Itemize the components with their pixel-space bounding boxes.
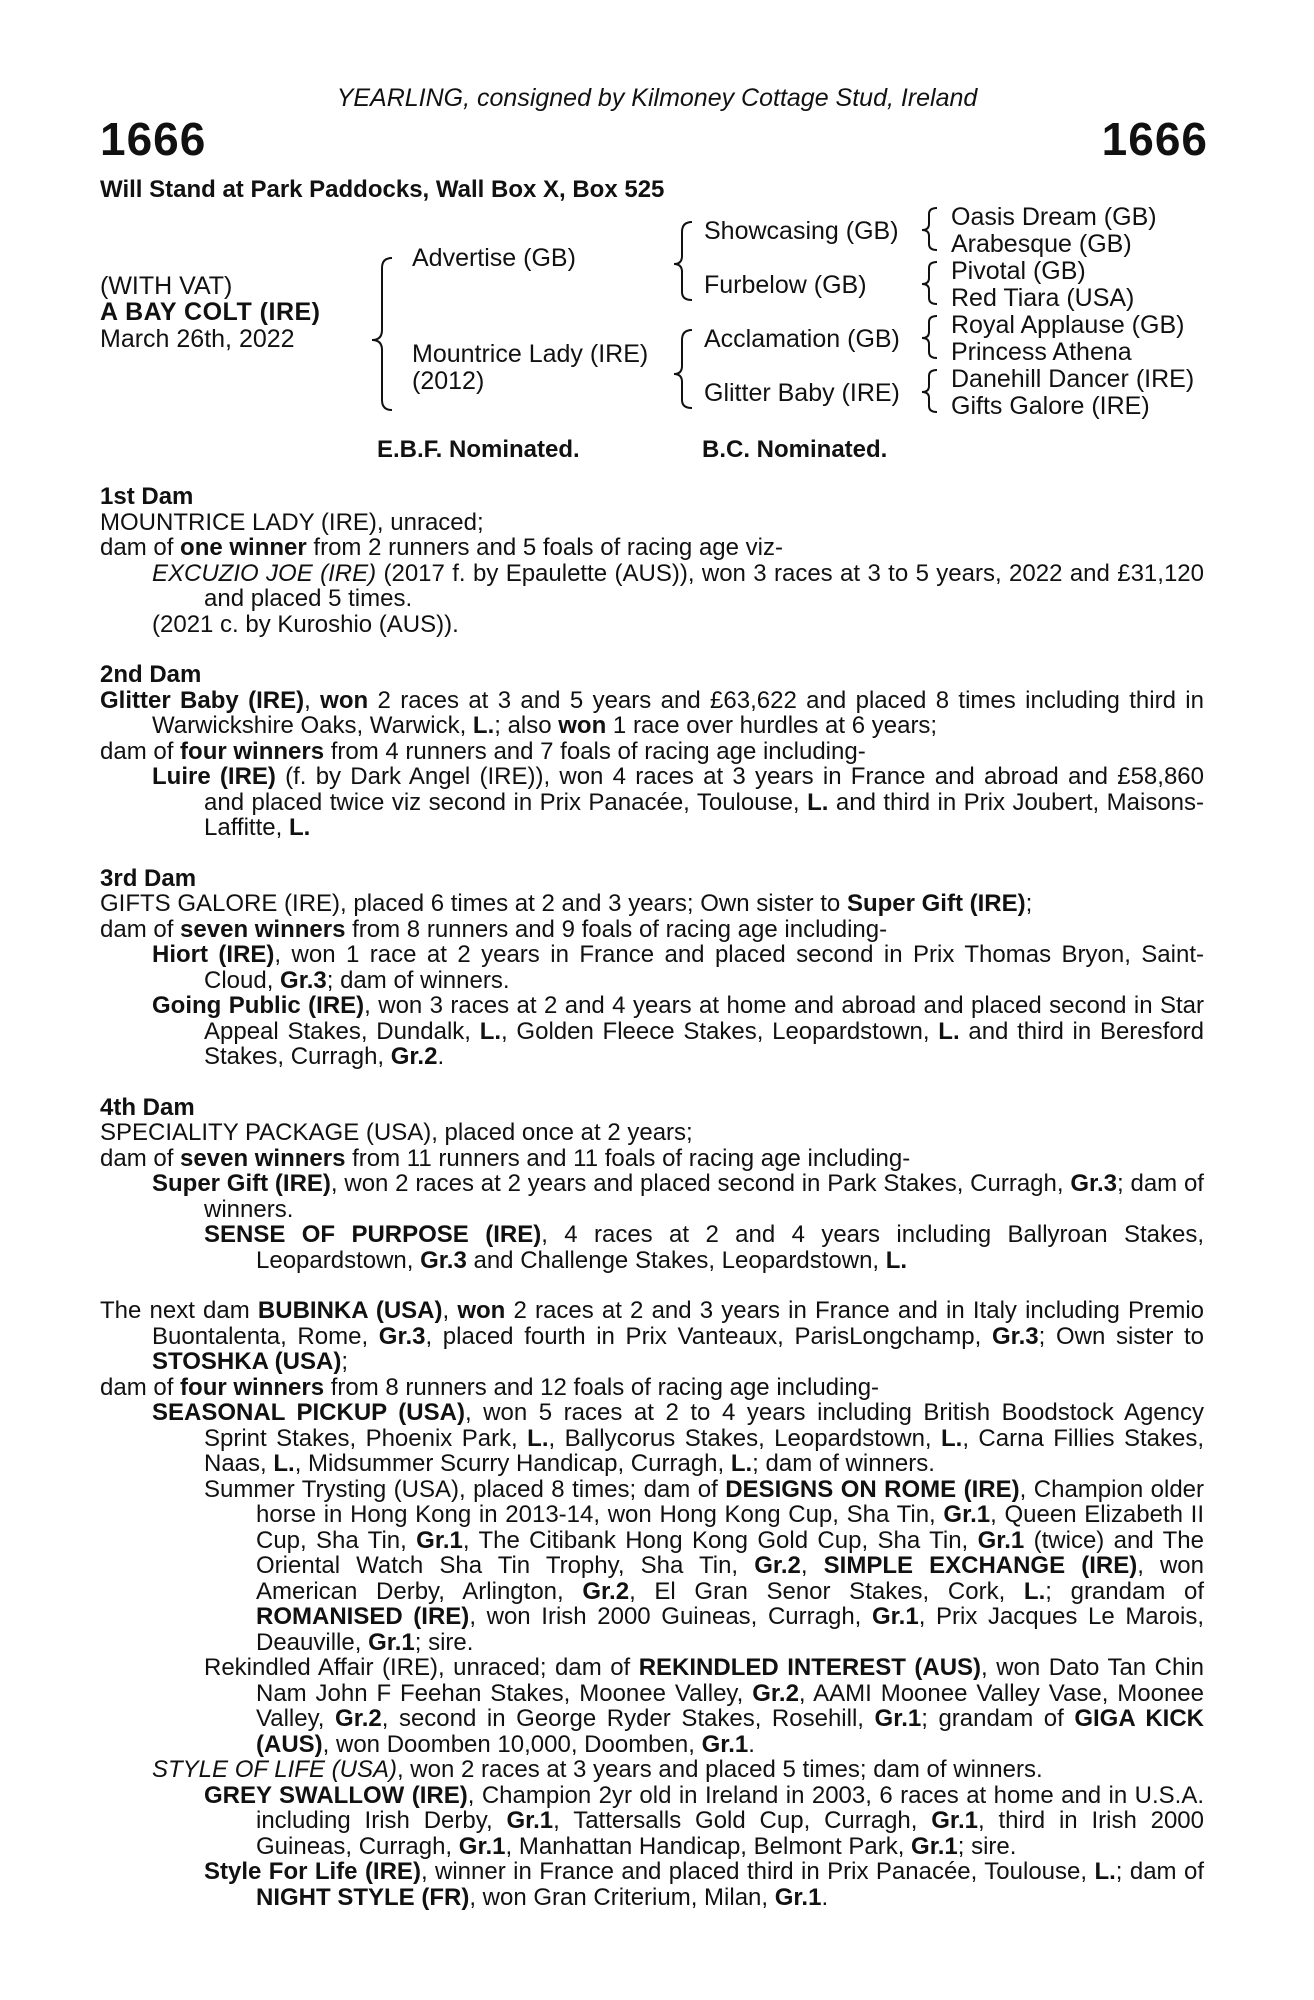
gen3-dsd: Princess Athena bbox=[951, 338, 1132, 366]
text: Summer Trysting (USA), placed 8 times; dam of bbox=[204, 1475, 726, 1503]
gen3-ddd: Gifts Galore (IRE) bbox=[951, 392, 1150, 420]
dam-year: (2012) bbox=[412, 367, 485, 395]
horse-name: STYLE OF LIFE (USA) bbox=[152, 1756, 397, 1783]
grade: Gr.3 bbox=[991, 1322, 1039, 1350]
produce-entry bbox=[204, 1655, 1204, 1757]
grade: Gr.1 bbox=[977, 1526, 1025, 1554]
text: , winner in France and placed third in Prix Panacée, Toulouse, bbox=[420, 1858, 1095, 1885]
first-dam-line: MOUNTRICE LADY (IRE), unraced; bbox=[100, 508, 484, 536]
produce-entry bbox=[204, 1477, 1204, 1656]
text: dam of bbox=[100, 534, 181, 561]
horse-name: A BAY COLT (IRE) bbox=[100, 298, 321, 326]
text: . bbox=[748, 1730, 755, 1758]
grade: L. bbox=[472, 712, 495, 739]
text: ; grandam of bbox=[921, 1705, 1075, 1732]
text: . bbox=[437, 1043, 445, 1070]
grade: Gr.3 bbox=[378, 1322, 426, 1350]
horse-name: GREY SWALLOW (IRE) bbox=[204, 1781, 468, 1809]
text: from 8 runners and 12 foals of racing age including- bbox=[324, 1373, 880, 1401]
first-dam-produce-line bbox=[100, 535, 1204, 561]
winners-count: one winner bbox=[180, 534, 307, 561]
horse-name: Super Gift (IRE) bbox=[846, 890, 1026, 917]
produce-entry bbox=[152, 1171, 1204, 1222]
horse-name: NIGHT STYLE (FR) bbox=[256, 1883, 470, 1911]
second-dam-produce-line bbox=[100, 739, 1204, 765]
text: dam of bbox=[100, 737, 181, 765]
ebf-nominated: E.B.F. Nominated. bbox=[377, 436, 580, 463]
text: ; dam of winners. bbox=[326, 966, 510, 994]
produce-entry bbox=[204, 1222, 1204, 1273]
produce-entry bbox=[204, 1783, 1204, 1860]
text: and Challenge Stakes, Leopardstown, bbox=[466, 1246, 886, 1274]
next-dam-line bbox=[100, 1298, 1204, 1375]
grade: L. bbox=[885, 1246, 908, 1274]
horse-name: SIMPLE EXCHANGE (IRE) bbox=[823, 1552, 1138, 1579]
grade: Gr.2 bbox=[390, 1043, 438, 1070]
text: , won Doomben 10,000, Doomben, bbox=[322, 1730, 702, 1758]
text: . bbox=[821, 1883, 829, 1911]
text: GIFTS GALORE (IRE), placed 6 times at 2 and 3 years; Own sister to bbox=[100, 890, 847, 917]
fourth-dam-section bbox=[100, 1095, 1204, 1274]
text: The next dam bbox=[100, 1297, 258, 1324]
grade: L. bbox=[1023, 1577, 1046, 1605]
text: , The Citibank Hong Kong Gold Cup, Sha Tin, bbox=[462, 1526, 978, 1554]
text: from 8 runners and 9 foals of racing age including- bbox=[345, 915, 888, 943]
text: ; dam of bbox=[1115, 1858, 1204, 1885]
text: , won 1 race at 2 years in France and placed second in Prix Thomas Bryon, Saint-Cloud, bbox=[204, 941, 1204, 994]
text: , won Dato Tan Chin Nam John F Feehan Stakes, Moonee Valley, bbox=[256, 1654, 1205, 1707]
winners-count: seven winners bbox=[180, 915, 346, 943]
grade: Gr.3 bbox=[1070, 1170, 1118, 1197]
third-dam-line bbox=[100, 891, 1204, 917]
text: , won Gran Criterium, Milan, bbox=[469, 1883, 775, 1911]
text: 1 race over hurdles at 6 years; bbox=[606, 712, 938, 739]
text: (2017 f. by Epaulette (AUS)), won 3 races at 3 to 5 years, 2022 and £31,120 and placed 5 times. bbox=[204, 559, 1204, 612]
grade: Gr.1 bbox=[871, 1603, 919, 1630]
text: , bbox=[304, 686, 321, 714]
text: and third in Beresford Stakes, Curragh, bbox=[204, 1017, 1205, 1070]
dam-dam: Glitter Baby (IRE) bbox=[704, 379, 900, 407]
grade: Gr.1 bbox=[911, 1832, 958, 1860]
gen3-sdd: Red Tiara (USA) bbox=[951, 284, 1135, 312]
text: won bbox=[320, 686, 369, 714]
next-dam-produce-line bbox=[100, 1375, 1204, 1401]
horse-name: Glitter Baby (IRE) bbox=[100, 686, 305, 714]
text: dam of bbox=[100, 915, 181, 943]
horse-name: ROMANISED (IRE) bbox=[256, 1603, 470, 1630]
text: , 4 races at 2 and 4 years including Ballyroan Stakes, Leopardstown, bbox=[256, 1221, 1204, 1274]
fourth-dam-line: SPECIALITY PACKAGE (USA), placed once at 2 years; bbox=[100, 1119, 693, 1146]
foaling-date: March 26th, 2022 bbox=[100, 325, 295, 353]
grade: Gr.2 bbox=[754, 1552, 801, 1579]
text: from 11 runners and 11 foals of racing age including- bbox=[345, 1144, 911, 1172]
text: , second in George Ryder Stakes, Rosehill, bbox=[381, 1705, 875, 1732]
text: (twice) and The Oriental Watch Sha Tin Trophy, Sha Tin, bbox=[256, 1526, 1204, 1579]
produce-entry bbox=[152, 561, 1204, 612]
produce-entry bbox=[152, 942, 1204, 993]
text: , Tattersalls Gold Cup, Curragh, bbox=[553, 1807, 932, 1834]
grade: Gr.1 bbox=[943, 1501, 991, 1528]
grade: L. bbox=[527, 1424, 549, 1452]
vat-note: (WITH VAT) bbox=[100, 272, 233, 300]
gen3-ssd: Arabesque (GB) bbox=[951, 230, 1132, 258]
stable-location: Will Stand at Park Paddocks, Wall Box X, Box 525 bbox=[100, 176, 665, 203]
grade: Gr.1 bbox=[874, 1705, 922, 1732]
text: from 2 runners and 5 foals of racing age viz- bbox=[306, 534, 783, 561]
third-dam-heading: 3rd Dam bbox=[100, 864, 197, 892]
text: ; also bbox=[494, 712, 559, 739]
grade: L. bbox=[807, 788, 829, 816]
grade: Gr.1 bbox=[774, 1883, 822, 1911]
produce-entry: (2021 c. by Kuroshio (AUS)). bbox=[152, 610, 459, 638]
grade: Gr.1 bbox=[458, 1832, 506, 1860]
text: , El Gran Senor Stakes, Cork, bbox=[629, 1577, 1024, 1605]
grade: L. bbox=[273, 1450, 295, 1477]
grade: Gr.3 bbox=[420, 1246, 467, 1274]
text: , Carna Fillies Stakes, Naas, bbox=[204, 1424, 1205, 1477]
text: won bbox=[558, 712, 607, 739]
text: dam of bbox=[100, 1373, 181, 1401]
text: , bbox=[442, 1297, 458, 1324]
second-dam-section bbox=[100, 662, 1204, 841]
gen3-dds: Danehill Dancer (IRE) bbox=[951, 365, 1195, 393]
text: , AAMI Moonee Valley Vase, Moonee Valley, bbox=[256, 1679, 1204, 1732]
produce-entry bbox=[152, 1400, 1204, 1477]
second-dam-heading: 2nd Dam bbox=[100, 661, 202, 688]
gen3-sss: Oasis Dream (GB) bbox=[951, 203, 1157, 231]
horse-name: BUBINKA (USA) bbox=[257, 1297, 443, 1324]
text: Rekindled Affair (IRE), unraced; dam of bbox=[204, 1654, 639, 1681]
consignor-line: YEARLING, consigned by Kilmoney Cottage Stud, Ireland bbox=[336, 84, 978, 112]
produce-entry bbox=[204, 1859, 1204, 1910]
sire-dam: Furbelow (GB) bbox=[704, 271, 867, 299]
text: , won 2 races at 2 years and placed second in Park Stakes, Curragh, bbox=[330, 1170, 1071, 1197]
text: , placed fourth in Prix Vanteaux, ParisLongchamp, bbox=[425, 1322, 992, 1350]
text: (f. by Dark Angel (IRE)), won 4 races at 3 years in France and abroad and £58,860 and placed twice viz second in Prix Panacée, Toulouse, bbox=[204, 763, 1204, 816]
winners-count: four winners bbox=[180, 737, 325, 765]
produce-entry bbox=[152, 993, 1204, 1070]
horse-name: Luire (IRE) bbox=[152, 763, 276, 790]
text: ; Own sister to bbox=[1038, 1322, 1204, 1350]
horse-name: Style For Life (IRE) bbox=[204, 1858, 421, 1885]
text: , won American Derby, Arlington, bbox=[256, 1552, 1204, 1605]
grade: Gr.2 bbox=[335, 1705, 382, 1732]
sire-sire: Showcasing (GB) bbox=[704, 217, 899, 245]
horse-name: REKINDLED INTEREST (AUS) bbox=[638, 1654, 982, 1681]
winners-count: four winners bbox=[180, 1373, 325, 1401]
text: , Queen Elizabeth II Cup, Sha Tin, bbox=[256, 1501, 1204, 1554]
text: ; bbox=[1025, 890, 1033, 917]
grade: L. bbox=[938, 1017, 960, 1045]
gen3-dss: Royal Applause (GB) bbox=[951, 311, 1185, 339]
text: from 4 runners and 7 foals of racing age including- bbox=[324, 737, 866, 765]
second-dam-line bbox=[100, 688, 1204, 739]
grade: Gr.1 bbox=[416, 1526, 463, 1554]
horse-name: GIGA KICK (AUS) bbox=[256, 1705, 1204, 1758]
text: , Champion older horse in Hong Kong in 2013-14, won Hong Kong Cup, Sha Tin, bbox=[256, 1475, 1205, 1528]
text: , Prix Jacques Le Marois, Deauville, bbox=[256, 1603, 1204, 1656]
grade: Gr.2 bbox=[582, 1577, 630, 1605]
text: won bbox=[457, 1297, 506, 1324]
third-dam-produce-line bbox=[100, 917, 1204, 943]
text: , won Irish 2000 Guineas, Curragh, bbox=[469, 1603, 872, 1630]
horse-name: SEASONAL PICKUP (USA) bbox=[152, 1399, 465, 1426]
grade: Gr.3 bbox=[280, 966, 327, 994]
text: dam of bbox=[100, 1144, 181, 1172]
horse-name: Hiort (IRE) bbox=[152, 941, 275, 968]
lot-number-right: 1666 bbox=[1101, 113, 1208, 165]
text: ; sire. bbox=[957, 1832, 1017, 1860]
text: , Manhattan Handicap, Belmont Park, bbox=[505, 1832, 912, 1860]
text: 2 races at 2 and 3 years in France and in Italy including Premio Buontalenta, Rome, bbox=[152, 1297, 1204, 1350]
horse-name: STOSHKA (USA) bbox=[152, 1348, 342, 1375]
text: ; grandam of bbox=[1045, 1577, 1205, 1605]
grade: L. bbox=[941, 1424, 963, 1452]
sire: Advertise (GB) bbox=[412, 244, 576, 272]
dam-sire: Acclamation (GB) bbox=[704, 325, 900, 353]
text: , Midsummer Scurry Handicap, Curragh, bbox=[294, 1450, 731, 1477]
horse-name: Super Gift (IRE) bbox=[152, 1170, 331, 1197]
text: 2 races at 3 and 5 years and £63,622 and placed 8 times including third in Warwickshire Oaks, Warwick, bbox=[152, 686, 1204, 739]
grade: Gr.1 bbox=[701, 1730, 749, 1758]
grade: Gr.1 bbox=[506, 1807, 554, 1834]
lot-number-left: 1666 bbox=[100, 113, 207, 165]
text: ; dam of winners. bbox=[204, 1170, 1204, 1223]
third-dam-section bbox=[100, 866, 1204, 1070]
first-dam-section bbox=[100, 484, 1204, 637]
next-dam-section bbox=[100, 1298, 1204, 1910]
first-dam-heading: 1st Dam bbox=[100, 483, 194, 510]
text: , third in Irish 2000 Guineas, Curragh, bbox=[256, 1807, 1205, 1860]
grade: Gr.2 bbox=[752, 1679, 799, 1707]
grade: L. bbox=[288, 814, 311, 841]
fourth-dam-heading: 4th Dam bbox=[100, 1093, 195, 1121]
gen3-sds: Pivotal (GB) bbox=[951, 257, 1086, 285]
winners-count: seven winners bbox=[180, 1144, 346, 1172]
text: , Ballycorus Stakes, Leopardstown, bbox=[548, 1424, 942, 1452]
grade: L. bbox=[730, 1450, 753, 1477]
text: , Champion 2yr old in Ireland in 2003, 6 races at home and in U.S.A. including Irish Derby, bbox=[256, 1781, 1205, 1834]
grade: Gr.1 bbox=[368, 1628, 415, 1656]
text: and third in Prix Joubert, Maisons-Laffitte, bbox=[204, 788, 1205, 841]
text: ; sire. bbox=[414, 1628, 474, 1656]
grade: L. bbox=[1094, 1858, 1116, 1885]
grade: Gr.1 bbox=[931, 1807, 978, 1834]
grade: L. bbox=[479, 1017, 502, 1045]
bc-nominated: B.C. Nominated. bbox=[702, 436, 888, 463]
text: , Golden Fleece Stakes, Leopardstown, bbox=[501, 1017, 939, 1045]
text: , won 2 races at 3 years and placed 5 times; dam of winners. bbox=[396, 1756, 1043, 1783]
horse-name: EXCUZIO JOE (IRE) bbox=[152, 559, 377, 587]
horse-name: SENSE OF PURPOSE (IRE) bbox=[204, 1221, 542, 1248]
horse-name: Going Public (IRE) bbox=[152, 992, 365, 1019]
text: ; bbox=[341, 1348, 349, 1375]
produce-entry bbox=[152, 1757, 1204, 1783]
text: ; dam of winners. bbox=[752, 1450, 935, 1477]
text: , won 5 races at 2 to 4 years including British Boodstock Agency Sprint Stakes, Phoenix Park, bbox=[204, 1399, 1204, 1452]
text: , won 3 races at 2 and 4 years at home and abroad and placed second in Star Appeal Stakes, Dundalk, bbox=[204, 992, 1205, 1045]
fourth-dam-produce-line bbox=[100, 1146, 1204, 1172]
produce-entry bbox=[152, 764, 1204, 841]
dam: Mountrice Lady (IRE) bbox=[412, 340, 649, 368]
horse-name: DESIGNS ON ROME (IRE) bbox=[725, 1475, 1020, 1503]
text: , bbox=[800, 1552, 824, 1579]
family-details bbox=[100, 484, 1204, 1935]
